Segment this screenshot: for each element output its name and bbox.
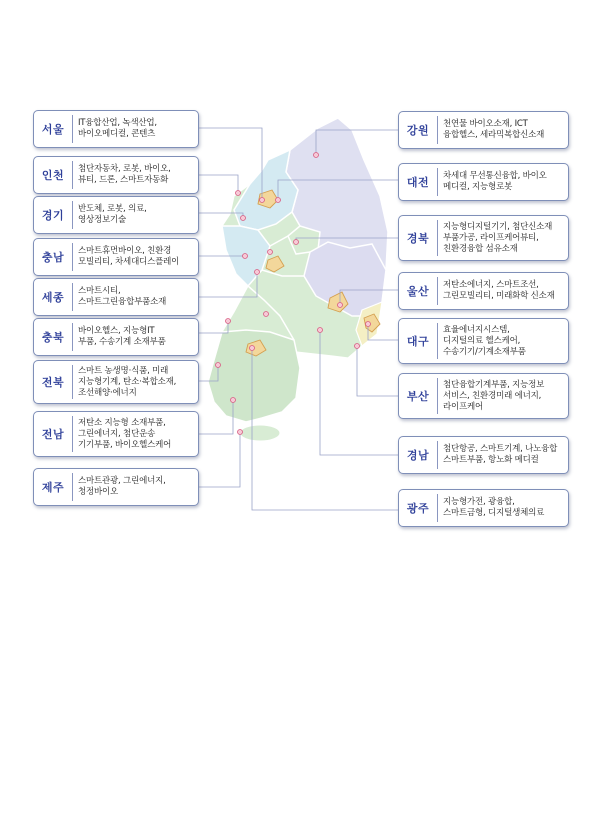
region-card-jeonnam	[33, 411, 199, 457]
marker-extra-2	[264, 312, 269, 317]
marker-daejeon	[276, 198, 281, 203]
marker-gwangju	[250, 346, 255, 351]
region-name: 서울	[41, 123, 65, 136]
region-card-jeju	[33, 468, 199, 506]
region-industries: 차세대 무선통신융합, 바이오 메디컬, 지능형로봇	[443, 171, 547, 192]
marker-chungbuk	[226, 319, 231, 324]
region-name: 세종	[41, 291, 65, 304]
region-card-daejeon	[398, 163, 569, 201]
region-industries: IT융합산업, 녹색산업, 바이오메디컬, 콘텐츠	[78, 118, 157, 139]
region-industries: 천연물 바이오소재, ICT 융합헬스, 세라믹복합신소재	[443, 119, 545, 140]
region-card-sejong	[33, 278, 199, 316]
region-name: 울산	[406, 285, 430, 298]
region-name: 강원	[406, 124, 430, 137]
region-industries: 첨단항공, 스마트기계, 나노융합 스마트부품, 항노화 메디컬	[443, 444, 558, 465]
region-industries: 저탄소에너지, 스마트조선, 그린모빌리티, 미래화학 신소재	[443, 280, 555, 301]
marker-jeonbuk	[216, 363, 221, 368]
region-card-chungbuk	[33, 318, 199, 356]
marker-busan	[355, 344, 360, 349]
region-industries: 스마트관광, 그린에너지, 청정바이오	[78, 476, 166, 497]
marker-jeju	[238, 430, 243, 435]
region-card-seoul	[33, 110, 199, 148]
region-name: 충북	[41, 331, 65, 344]
marker-extra-1	[268, 250, 273, 255]
marker-daegu	[366, 322, 371, 327]
region-industries: 첨단융합기계부품, 지능정보 서비스, 친환경미래 에너지, 라이프케어	[443, 379, 545, 412]
region-card-gyeongnam	[398, 436, 569, 474]
region-name: 경남	[406, 449, 430, 462]
region-industries: 반도체, 로봇, 의료, 영상정보기술	[78, 204, 147, 225]
region-name: 대구	[406, 335, 430, 348]
region-industries: 스마트시티, 스마트그린융합부품소재	[78, 286, 167, 307]
region-card-gwangju	[398, 489, 569, 527]
region-name: 전남	[41, 428, 65, 441]
region-industries: 스마트 농생명·식품, 미래 지능형기계, 탄소·복합소재, 조선해양·에너지	[78, 365, 177, 398]
region-card-gangwon	[398, 111, 569, 149]
marker-sejong	[255, 270, 260, 275]
region-name: 전북	[41, 376, 65, 389]
marker-incheon	[236, 191, 241, 196]
marker-gyeongnam	[318, 328, 323, 333]
region-card-gyeongbuk	[398, 215, 569, 261]
region-card-jeonbuk	[33, 360, 199, 404]
marker-seoul	[260, 198, 265, 203]
region-industries: 지능형디지털기기, 첨단신소재 부품가공, 라이프케어뷰티, 친환경융합 섬유소재	[443, 221, 553, 254]
region-name: 대전	[406, 176, 430, 189]
region-name: 인천	[41, 169, 65, 182]
marker-gangwon	[314, 153, 319, 158]
region-industries: 저탄소 지능형 소재부품, 그린에너지, 첨단운송 기기부품, 바이오헬스케어	[78, 417, 172, 450]
region-industries: 효율에너지시스템, 디지털의료 헬스케어, 수송기기/기계소재부품	[443, 324, 526, 357]
region-industries: 지능형가전, 광융합, 스마트금형, 디지털생체의료	[443, 497, 545, 518]
region-card-daegu	[398, 318, 569, 364]
region-name: 경북	[406, 232, 430, 245]
region-name: 경기	[41, 209, 65, 222]
region-card-gyeonggi	[33, 196, 199, 234]
region-industries: 스마트휴먼바이오, 친환경 모빌리티, 차세대디스플레이	[78, 246, 180, 267]
region-name: 부산	[406, 390, 430, 403]
region-card-busan	[398, 373, 569, 419]
marker-gyeongbuk	[294, 240, 299, 245]
region-industries: 바이오헬스, 지능형IT 부품, 수송기계 소재부품	[78, 326, 166, 347]
marker-jeonnam	[231, 398, 236, 403]
marker-gyeonggi	[241, 216, 246, 221]
region-name: 충남	[41, 251, 65, 264]
jeju-island	[240, 425, 280, 441]
marker-ulsan	[338, 303, 343, 308]
region-name: 제주	[41, 481, 65, 494]
region-card-incheon	[33, 156, 199, 194]
region-card-ulsan	[398, 272, 569, 310]
region-card-chungnam	[33, 238, 199, 276]
region-name: 광주	[406, 502, 430, 515]
marker-chungnam	[243, 254, 248, 259]
region-industries: 첨단자동차, 로봇, 바이오, 뷰티, 드론, 스마트자동화	[78, 164, 171, 185]
